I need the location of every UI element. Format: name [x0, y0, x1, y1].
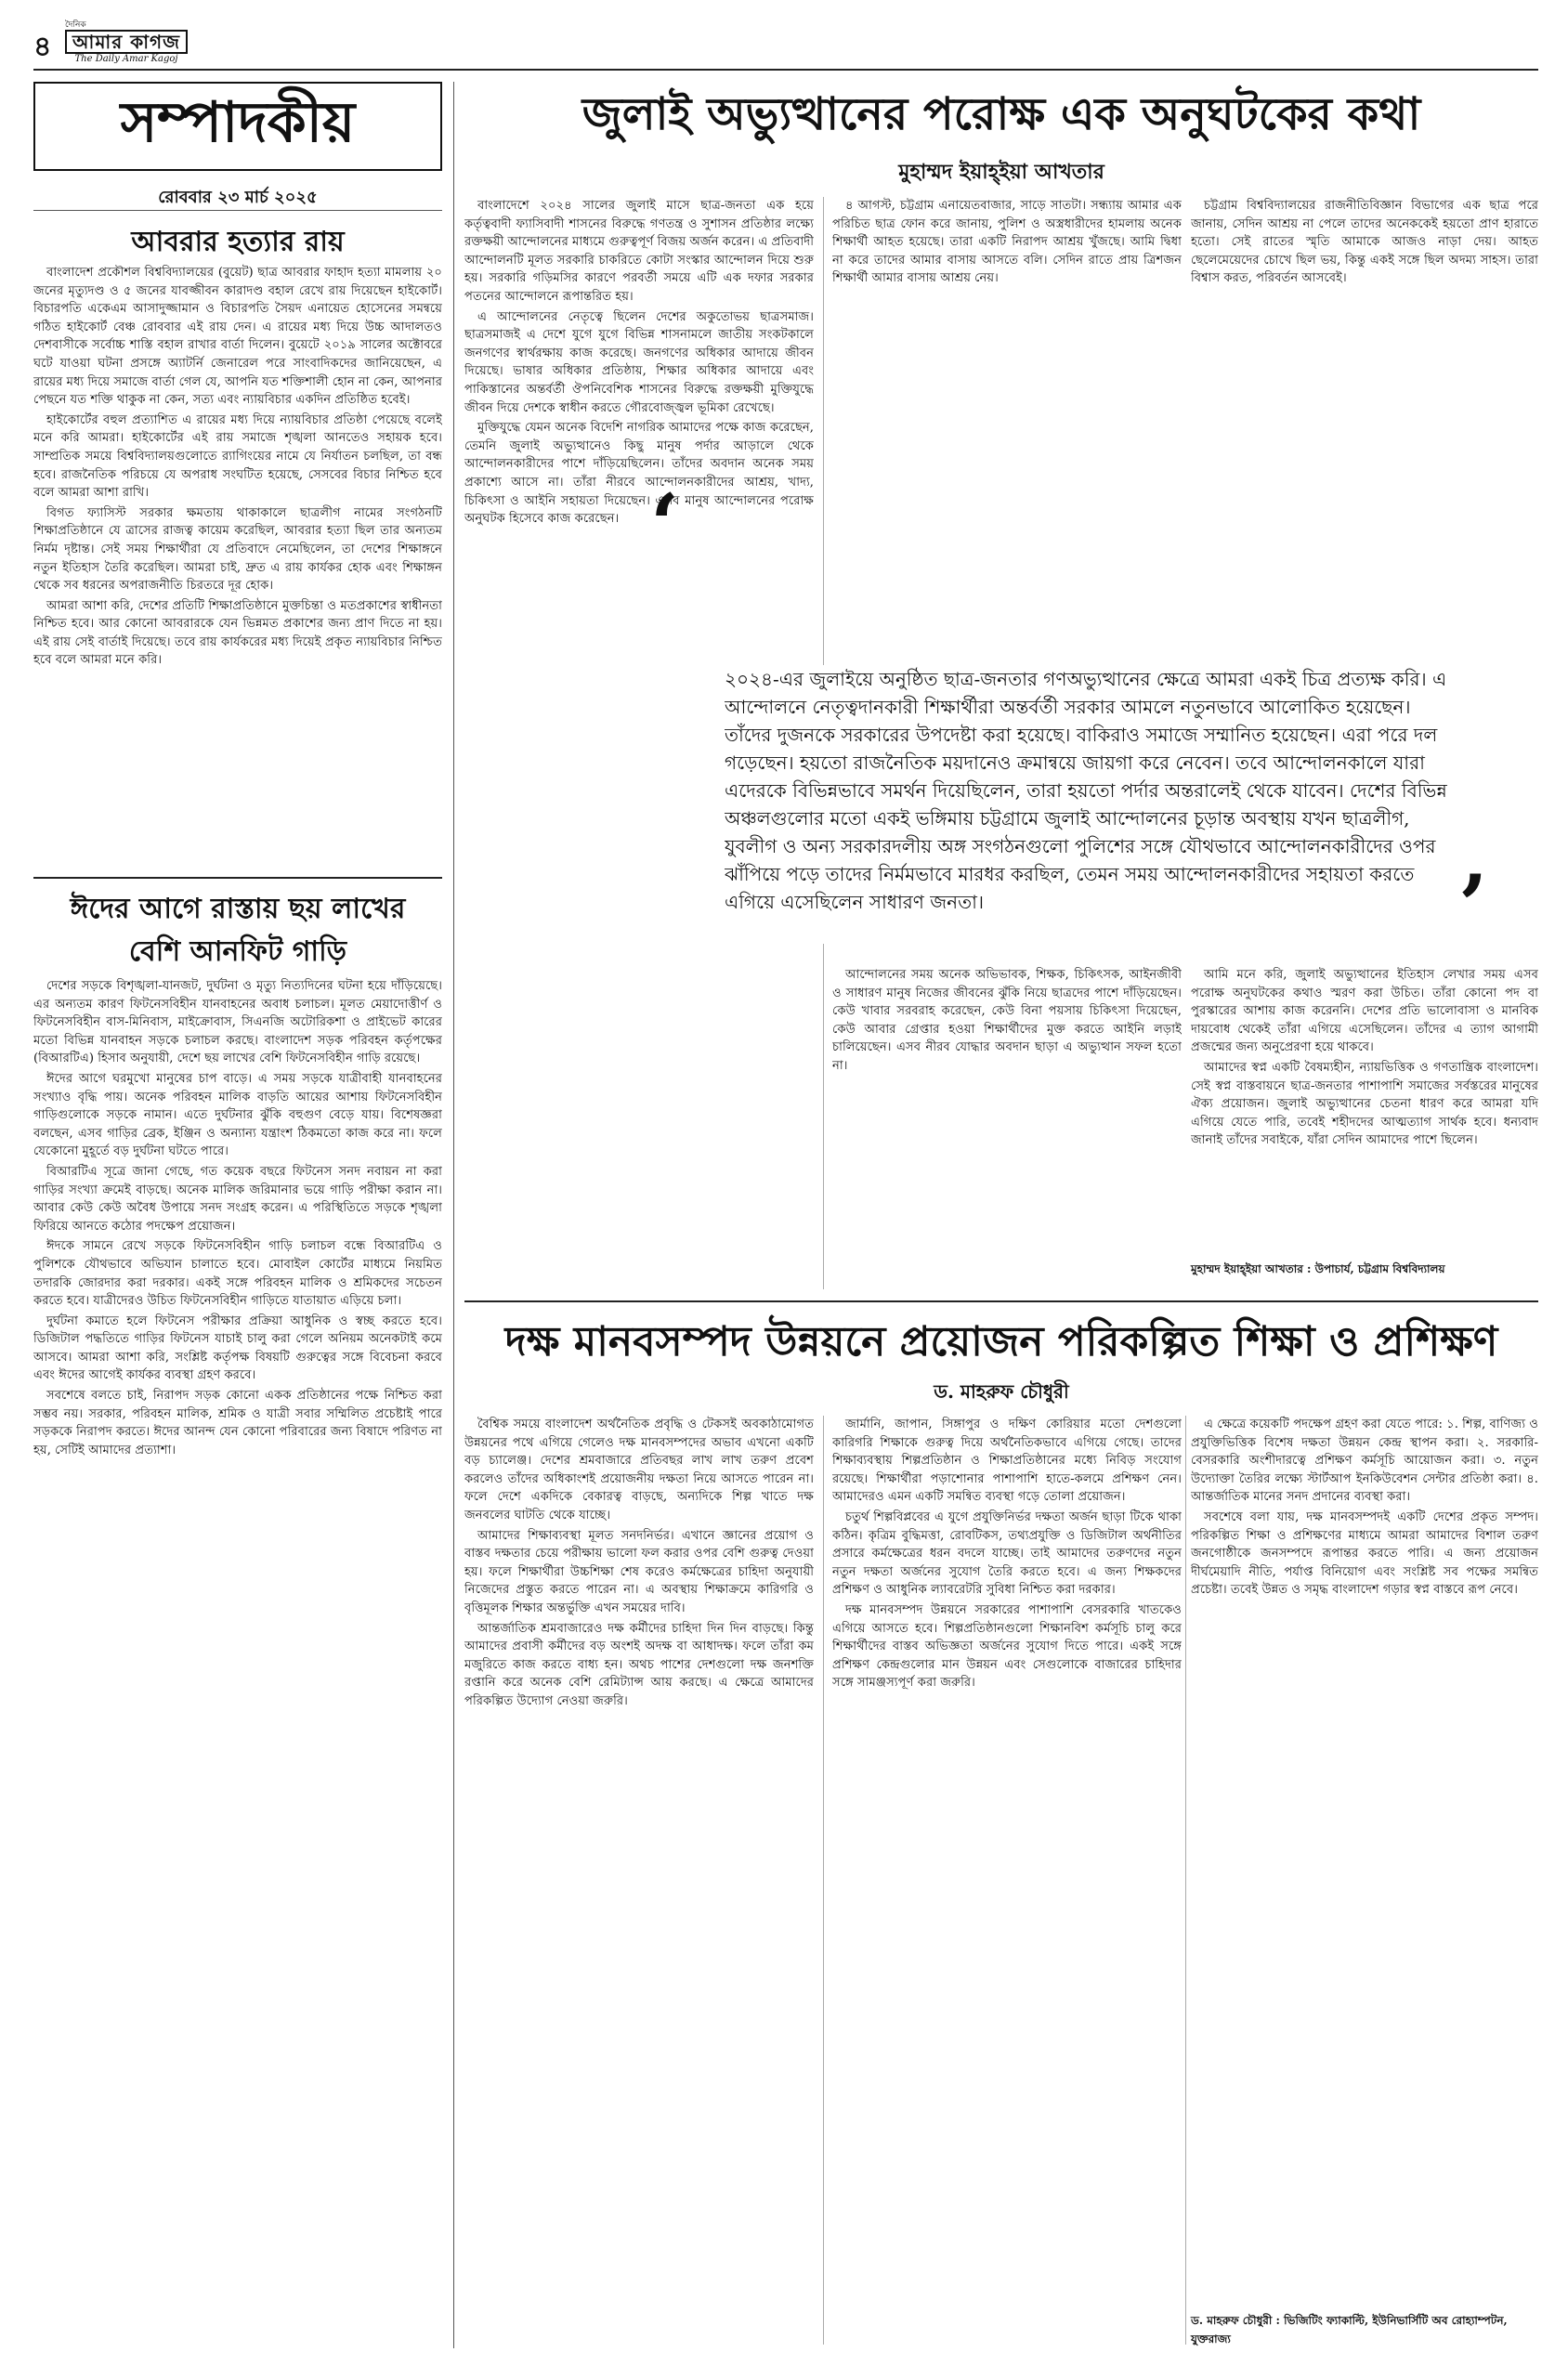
- masthead: [33, 20, 1538, 64]
- editorial1-paragraph: বিগত ফ্যাসিস্ট সরকার ক্ষমতায় থাকাকালে ছাত্রলীগ নামের সংগঠনটি শিক্ষাপ্রতিষ্ঠানে যে ত্রাসের রাজত্ব কায়েম করেছিল, আবরার হত্যা ছিল তার অন্যতম নির্মম দৃষ্টান্ত। সেই সময় শিক্ষার্থীরা যে প্রতিবাদে নেমেছিলেন, তা দেশের শিক্ষাঙ্গনে নতুন ইতিহাস তৈরি করেছিল। আমরা চাই, দ্রুত এ রায় কার্যকর হোক এবং শিক্ষাঙ্গন থেকে সব ধরনের অপরাজনীতি চিরতরে দূর হোক।: [33, 505, 442, 594]
- article2-paragraph: সবশেষে বলা যায়, দক্ষ মানবসম্পদই একটি দেশের প্রকৃত সম্পদ। পরিকল্পিত শিক্ষা ও প্রশিক্ষণের মাধ্যমে আমরা আমাদের বিশাল তরুণ জনগোষ্ঠীকে জনসম্পদে রূপান্তর করতে পারি। এ জন্য প্রয়োজন দীর্ঘমেয়াদি নীতি, পর্যাপ্ত বিনিয়োগ এবং সংশ্লিষ্ট সব পক্ষের সমন্বিত প্রচেষ্টা। তবেই উন্নত ও সমৃদ্ধ বাংলাদেশ গড়ার স্বপ্ন বাস্তবে রূপ নেবে।: [1191, 1509, 1538, 1598]
- section-title: সম্পাদকীয়: [120, 90, 356, 155]
- article2-col-divider-1: [823, 1416, 824, 2345]
- quote-close-icon: ’: [1458, 856, 1488, 955]
- editorial1-title: আবরার হত্যার রায়: [131, 226, 345, 258]
- editorial1-paragraph: আমরা আশা করি, দেশের প্রতিটি শিক্ষাপ্রতিষ্ঠানে মুক্তচিন্তা ও মতপ্রকাশের স্বাধীনতা নিশ্চিত হবে। আর কোনো আবরারকে যেন ভিন্নমত প্রকাশের জন্য প্রাণ দিতে না হয়। এই রায় সেই বার্তাই দিয়েছে। তবে রায় কার্যকরের মধ্য দিয়েই প্রকৃত ন্যায়বিচার নিশ্চিত হবে বলে আমরা মনে করি।: [33, 598, 442, 668]
- section-date: রোববার ২৩ মার্চ ২০২৫: [158, 188, 318, 207]
- article1-paragraph: আমাদের স্বপ্ন একটি বৈষম্যহীন, ন্যায়ভিত্তিক ও গণতান্ত্রিক বাংলাদেশ। সেই স্বপ্ন বাস্তবায়নে ছাত্র-জনতার পাশাপাশি সমাজের সর্বস্তরের মানুষের ঐক্য প্রয়োজন। জুলাই অভ্যুত্থানের চেতনা ধারণ করে আমরা যদি এগিয়ে যেতে পারি, তবেই শহীদদের আত্মত্যাগ সার্থক হবে। ধন্যবাদ জানাই তাঁদের সবাইকে, যাঁরা সেদিন আমাদের পাশে ছিলেন।: [1191, 1060, 1538, 1148]
- editorial2-paragraph: দেশের সড়কে বিশৃঙ্খলা-যানজট, দুর্ঘটনা ও মৃত্যু নিত্যদিনের ঘটনা হয়ে দাঁড়িয়েছে। এর অন্যতম কারণ ফিটনেসবিহীন যানবাহনের অবাধ চলাচল। মূলত মেয়াদোত্তীর্ণ ও ফিটনেসবিহীন বাস-মিনিবাস, মাইক্রোবাস, সিএনজি অটোরিকশা ও প্রাইভেট কারের মতো বিভিন্ন যানবাহন সড়কে চলাচল করছে। বাংলাদেশ সড়ক পরিবহন কর্তৃপক্ষের (বিআরটিএ) হিসাব অনুযায়ী, দেশে ছয় লাখের বেশি ফিটনেসবিহীন গাড়ি রয়েছে।: [33, 979, 442, 1066]
- page-number: ৪: [33, 31, 52, 63]
- article2-paragraph: আমাদের শিক্ষাব্যবস্থা মূলত সনদনির্ভর। এখানে জ্ঞানের প্রয়োগ ও বাস্তব দক্ষতার চেয়ে পরীক্ষায় ভালো ফল করার ওপর বেশি গুরুত্ব দেওয়া হয়। ফলে শিক্ষার্থীরা উচ্চশিক্ষা শেষ করেও কর্মক্ষেত্রের চাহিদা অনুযায়ী নিজেদের প্রস্তুত করতে পারেন না। এ অবস্থায় শিক্ষাক্রমে কারিগরি ও বৃত্তিমূলক শিক্ষার অন্তর্ভুক্তি এখন সময়ের দাবি।: [464, 1528, 814, 1615]
- article1-paragraph: চট্টগ্রাম বিশ্ববিদ্যালয়ের রাজনীতিবিজ্ঞান বিভাগের এক ছাত্র পরে জানায়, সেদিন আশ্রয় না পেলে তাদের অনেককেই হয়তো প্রাণ হারাতে হতো। সেই রাতের স্মৃতি আমাকে আজও নাড়া দেয়। আহত ছেলেমেয়েদের চোখে ছিল ভয়, কিন্তু একই সঙ্গে ছিল অদম্য সাহস। তারা বিশ্বাস করত, পরিবর্তন আসবেই।: [1191, 199, 1538, 286]
- article-divider: [464, 1300, 1538, 1302]
- article1-paragraph: আমি মনে করি, জুলাই অভ্যুত্থানের ইতিহাস লেখার সময় এসব পরোক্ষ অনুঘটকের কথাও স্মরণ করা উচিত। তাঁরা কোনো পদ বা পুরস্কারের আশায় কাজ করেননি। দেশের প্রতি ভালোবাসা ও মানবিক দায়বোধ থেকেই তাঁরা এগিয়ে এসেছিলেন। তাঁদের এ ত্যাগ আগামী প্রজন্মের জন্য অনুপ্রেরণা হয়ে থাকবে।: [1191, 968, 1538, 1055]
- editorial2-title-line1: ঈদের আগে রাস্তায় ছয় লাখের: [70, 893, 406, 925]
- article1-pull-quote: ২০২৪-এর জুলাইয়ে অনুষ্ঠিত ছাত্র-জনতার গণঅভ্যুত্থানের ক্ষেত্রে আমরা একই চিত্র প্রত্যক্ষ করি। এ আন্দোলনে নেতৃত্বদানকারী শিক্ষার্থীরা অন্তর্বর্তী সরকার আমলে নতুনভাবে আলোকিত হয়েছেন। তাঁদের দুজনকে সরকারের উপদেষ্টা করা হয়েছে। বাকিরাও সমাজে সম্মানিত হয়েছেন। এরা পরে দল গড়েছেন। হয়তো রাজনৈতিক ময়দানেও ক্রমান্বয়ে জায়গা করে নেবেন। তবে আন্দোলনকালে যারা এদেরকে বিভিন্নভাবে সমর্থন দিয়েছিলেন, তারা হয়তো পর্দার অন্তরালেই থেকে যাবেন। দেশের বিভিন্ন অঞ্চলগুলোর মতো একই ভঙ্গিমায় চট্টগ্রামে জুলাই আন্দোলনের চূড়ান্ত অবস্থায় যখন ছাত্রলীগ, যুবলীগ ও অন্য সরকারদলীয় অঙ্গ সংগঠনগুলো পুলিশের সঙ্গে যৌথভাবে আন্দোলনকারীদের ওপর ঝাঁপিয়ে পড়ে তাদের নির্মমভাবে মারধর করছিল, তেমন সময় আন্দোলনকারীদের সহায়তা করতে এগিয়ে এসেছিলেন সাধারণ জনতা।: [725, 665, 1449, 944]
- article1-col3-top: [1191, 197, 1538, 661]
- article1-col3-bottom: [1191, 966, 1538, 1254]
- editorial2-paragraph: সবশেষে বলতে চাই, নিরাপদ সড়ক কোনো একক প্রতিষ্ঠানের পক্ষে নিশ্চিত করা সম্ভব নয়। সরকার, পরিবহন মালিক, শ্রমিক ও যাত্রী সবার সম্মিলিত প্রচেষ্টাই পারে সড়ককে নিরাপদ করতে। ঈদের আনন্দ যেন কোনো পরিবারের জন্য বিষাদে পরিণত না হয়, সেটিই আমাদের প্রত্যাশা।: [33, 1389, 442, 1457]
- article1-paragraph: এ আন্দোলনের নেতৃত্বে ছিলেন দেশের অকুতোভয় ছাত্রসমাজ। ছাত্রসমাজই এ দেশে যুগে যুগে বিভিন্ন শাসনামলে জাতীয় সংকটকালে জনগণের স্বার্থরক্ষায় কাজ করেছে। জনগণের অধিকার আদায়ে জীবন দিয়েছে। ভাষার অধিকার প্রতিষ্ঠায়, শিক্ষার অধিকার আদায়ে এবং পাকিস্তানের অন্তর্বর্তী ঔপনিবেশিক শাসনের বিরুদ্ধে রক্তক্ষয়ী মুক্তিযুদ্ধে জীবন দিয়ে দেশকে স্বাধীন করতে গৌরবোজ্জ্বল ভূমিকা রেখেছে।: [464, 309, 814, 415]
- editorial1-body: [33, 264, 442, 868]
- article1-author: মুহাম্মদ ইয়াহ্‌ইয়া আখতার: [898, 160, 1104, 184]
- article1-signature: মুহাম্মদ ইয়াহ্‌ইয়া আখতার : উপাচার্য, চট্টগ্রাম বিশ্ববিদ্যালয়: [1191, 1262, 1445, 1275]
- article1-col2-top: [832, 197, 1182, 661]
- editorial1-paragraph: বাংলাদেশ প্রকৌশল বিশ্ববিদ্যালয়ের (বুয়েট) ছাত্র আবরার ফাহাদ হত্যা মামলায় ২০ জনের মৃত্যুদণ্ড ও ৫ জনের যাবজ্জীবন কারাদণ্ড বহাল রেখে রায় দিয়েছেন হাইকোর্ট। বিচারপতি একেএম আসাদুজ্জামান ও বিচারপতি সৈয়দ এনায়েত হোসেনের সমন্বয়ে গঠিত হাইকোর্ট বেঞ্চ রোববার এই রায় দেন। এ রায়ের মধ্য দিয়ে উচ্চ আদালতও দেশবাসীকে সর্বোচ্চ শাস্তি বহাল রাখার বার্তা দিলেন। বুয়েটে ২০১৯ সালের অক্টোবরে ঘটে যাওয়া ঘটনা প্রসঙ্গে অ্যাটর্নি জেনারেল পরে সাংবাদিকদের জানিয়েছেন, এ রায়ের মধ্য দিয়ে সমাজে বার্তা গেল যে, আপনি যত শক্তিশালী হোন না কেন, আপনার পেছনে যত শক্তি থাকুক না কেন, সত্য এবং ন্যায়বিচার একদিন প্রতিষ্ঠিত হবেই।: [33, 266, 442, 408]
- article2-paragraph: দক্ষ মানবসম্পদ উন্নয়নে সরকারের পাশাপাশি বেসরকারি খাতকেও এগিয়ে আসতে হবে। শিল্পপ্রতিষ্ঠানগুলো শিক্ষানবিশ কর্মসূচি চালু করে শিক্ষার্থীদের বাস্তব অভিজ্ঞতা অর্জনের সুযোগ দিতে পারে। একই সঙ্গে প্রশিক্ষণ কেন্দ্রগুলোর মান উন্নয়ন এবং সেগুলোকে বাজারের চাহিদার সঙ্গে সামঞ্জস্যপূর্ণ করা জরুরি।: [832, 1602, 1182, 1691]
- article1-paragraph: ৪ আগস্ট, চট্টগ্রাম এনায়েতবাজার, সাড়ে সাতটা। সন্ধ্যায় আমার এক পরিচিত ছাত্র ফোন করে জানায়, পুলিশ ও অস্ত্রধারীদের হামলায় অনেক শিক্ষার্থী আহত হয়েছে। তারা একটি নিরাপদ আশ্রয় খুঁজছে। আমি দ্বিধা না করে তাদের আমার বাসায় আসতে বলি। সেদিন রাতে প্রায় ত্রিশজন শিক্ষার্থী আমার বাসায় আশ্রয় নেয়।: [832, 199, 1182, 286]
- article2-col3: [1191, 1416, 1538, 2307]
- editorial2-paragraph: ঈদের আগে ঘরমুখো মানুষের চাপ বাড়ে। এ সময় সড়কে যাত্রীবাহী যানবাহনের সংখ্যাও বৃদ্ধি পায়। অনেক পরিবহন মালিক বাড়তি আয়ের আশায় ফিটনেসবিহীন গাড়িগুলোকে সড়কে নামান। এতে দুর্ঘটনার ঝুঁকি বহুগুণ বেড়ে যায়। বিশেষজ্ঞরা বলছেন, এসব গাড়ির ব্রেক, ইঞ্জিন ও অন্যান্য যন্ত্রাংশ ঠিকমতো কাজ করে না। ফলে যেকোনো মুহূর্তে বড় দুর্ঘটনা ঘটতে পারে।: [33, 1071, 442, 1159]
- article2-col1: [464, 1416, 814, 2345]
- article1-paragraph: মুক্তিযুদ্ধে যেমন অনেক বিদেশি নাগরিক আমাদের পক্ষে কাজ করেছেন, তেমনি জুলাই অভ্যুত্থানেও কিছু মানুষ পর্দার আড়ালে থেকে আন্দোলনকারীদের পাশে দাঁড়িয়েছিলেন। তাঁদের অবদান অনেক সময় প্রকাশ্যে আসে না। তাঁরা নীরবে আন্দোলনকারীদের আশ্রয়, খাদ্য, চিকিৎসা ও আইনি সহায়তা দিয়েছেন। এসব মানুষ আন্দোলনের পরোক্ষ অনুঘটক হিসেবে কাজ করেছেন।: [464, 421, 814, 527]
- article2-col-divider-2: [1185, 1416, 1186, 2345]
- article1-paragraph: বাংলাদেশে ২০২৪ সালের জুলাই মাসে ছাত্র-জনতা এক হয়ে কর্তৃত্ববাদী ফ্যাসিবাদী শাসনের বিরুদ্ধে গণতন্ত্র ও সুশাসন প্রতিষ্ঠার লক্ষ্যে রক্তক্ষয়ী আন্দোলনের মাধ্যমে গুরুত্বপূর্ণ বিজয় অর্জন করেন। এ প্রতিবাদী আন্দোলনটি মূলত সরকারি চাকরিতে কোটা সংস্কার আন্দোলন দিয়ে শুরু হয়। সরকারি গড়িমসির কারণে পরবর্তী সময়ে এটি এক দফার সরকার পতনের আন্দোলনে রূপান্তরিত হয়।: [464, 199, 814, 304]
- quote-open-icon: ‘: [650, 476, 680, 574]
- editorial2-paragraph: দুর্ঘটনা কমাতে হলে ফিটনেস পরীক্ষার প্রক্রিয়া আধুনিক ও স্বচ্ছ করতে হবে। ডিজিটাল পদ্ধতিতে গাড়ির ফিটনেস যাচাই চালু করা গেলে অনিয়ম অনেকটাই কমে আসবে। আমরা আশা করি, সংশ্লিষ্ট কর্তৃপক্ষ বিষয়টি গুরুত্বের সঙ্গে বিবেচনা করবে এবং ঈদের আগেই কার্যকর ব্যবস্থা গ্রহণ করবে।: [33, 1313, 442, 1383]
- editorial2-paragraph: ঈদকে সামনে রেখে সড়কে ফিটনেসবিহীন গাড়ি চলাচল বন্ধে বিআরটিএ ও পুলিশকে যৌথভাবে অভিযান চালাতে হবে। মোবাইল কোর্টের মাধ্যমে নিয়মিত তদারকি জোরদার করা দরকার। একই সঙ্গে পরিবহন মালিক ও শ্রমিকদের সচেতন করতে হবে। যাত্রীদেরও উচিত ফিটনেসবিহীন গাড়িতে যাতায়াত এড়িয়ে চলা।: [33, 1239, 442, 1309]
- article2-paragraph: আন্তর্জাতিক শ্রমবাজারেও দক্ষ কর্মীদের চাহিদা দিন দিন বাড়ছে। কিন্তু আমাদের প্রবাসী কর্মীদের বড় অংশই অদক্ষ বা আধাদক্ষ। ফলে তাঁরা কম মজুরিতে কাজ করতে বাধ্য হন। অথচ পাশের দেশগুলো দক্ষ জনশক্তি রপ্তানি করে অনেক বেশি রেমিট্যান্স আয় করছে। এ ক্ষেত্রে আমাদের পরিকল্পিত উদ্যোগ নেওয়া জরুরি।: [464, 1621, 814, 1708]
- article2-paragraph: বৈশ্বিক সময়ে বাংলাদেশ অর্থনৈতিক প্রবৃদ্ধি ও টেকসই অবকাঠামোগত উন্নয়নের পথে এগিয়ে গেলেও দক্ষ মানবসম্পদের অভাব এখনো একটি বড় চ্যালেঞ্জ। দেশের শ্রমবাজারে প্রতিবছর লাখ লাখ তরুণ প্রবেশ করলেও তাঁদের অধিকাংশই প্রয়োজনীয় দক্ষতা নিয়ে আসতে পারেন না। ফলে দেশে একদিকে বেকারত্ব বাড়ছে, অন্যদিকে শিল্প খাতে দক্ষ জনবলের ঘাটতি থেকে যাচ্ছে।: [464, 1418, 814, 1522]
- editorial-divider: [33, 877, 442, 879]
- editorial2-body: [33, 977, 442, 2345]
- logo-subtitle: The Daily Amar Kagoj: [74, 54, 178, 64]
- article2-paragraph: জার্মানি, জাপান, সিঙ্গাপুর ও দক্ষিণ কোরিয়ার মতো দেশগুলো কারিগরি শিক্ষাকে গুরুত্ব দিয়ে অর্থনৈতিকভাবে এগিয়ে গেছে। তাদের শিক্ষাব্যবস্থায় শিল্পপ্রতিষ্ঠান ও শিক্ষাপ্রতিষ্ঠানের মধ্যে নিবিড় সংযোগ রয়েছে। শিক্ষার্থীরা পড়াশোনার পাশাপাশি হাতে-কলমে প্রশিক্ষণ নেন। আমাদেরও এমন একটি সমন্বিত ব্যবস্থা গড়ে তোলা প্রয়োজন।: [832, 1418, 1182, 1505]
- article2-author: ড. মাহরুফ চৌধুরী: [934, 1380, 1069, 1403]
- editorial2-title-line2: বেশি আনফিট গাড়ি: [128, 935, 347, 968]
- article2-title: দক্ষ মানবসম্পদ উন্নয়নে প্রয়োজন পরিকল্পিত শিক্ষা ও প্রশিক্ষণ: [504, 1318, 1498, 1365]
- section-title-box: [33, 82, 442, 171]
- logo: [65, 20, 188, 64]
- masthead-rule: [33, 69, 1538, 71]
- article1-title: জুলাই অভ্যুত্থানের পরোক্ষ এক অনুঘটকের কথা: [581, 88, 1421, 140]
- article1-paragraph: আন্দোলনের সময় অনেক অভিভাবক, শিক্ষক, চিকিৎসক, আইনজীবী ও সাধারণ মানুষ নিজের জীবনের ঝুঁকি নিয়ে ছাত্রদের পাশে দাঁড়িয়েছেন। কেউ খাবার সরবরাহ করেছেন, কেউ বিনা পয়সায় চিকিৎসা দিয়েছেন, কেউ আবার গ্রেপ্তার হওয়া শিক্ষার্থীদের মুক্ত করতে আইনি লড়াই চালিয়েছেন। এসব নীরব যোদ্ধার অবদান ছাড়া এ অভ্যুত্থান সফল হতো না।: [832, 968, 1182, 1073]
- editorial2-paragraph: বিআরটিএ সূত্রে জানা গেছে, গত কয়েক বছরে ফিটনেস সনদ নবায়ন না করা গাড়ির সংখ্যা ক্রমেই বাড়ছে। অনেক মালিক জরিমানার ভয়ে গাড়ি পরীক্ষা করান না। আবার কেউ কেউ অবৈধ উপায়ে সনদ সংগ্রহ করেন। এ পরিস্থিতিতে সড়কে শৃঙ্খলা ফিরিয়ে আনতে কঠোর পদক্ষেপ প্রয়োজন।: [33, 1164, 442, 1234]
- article1-col2-bottom: [832, 966, 1182, 1289]
- logo-name: আমার কাগজ: [65, 30, 188, 54]
- article2-paragraph: এ ক্ষেত্রে কয়েকটি পদক্ষেপ গ্রহণ করা যেতে পারে: ১. শিল্প, বাণিজ্য ও প্রযুক্তিভিত্তিক বিশেষ দক্ষতা উন্নয়ন কেন্দ্র স্থাপন করা। ২. সরকারি-বেসরকারি অংশীদারত্বে প্রশিক্ষণ কর্মসূচি আয়োজন করা। ৩. নতুন উদ্যোক্তা তৈরির লক্ষ্যে স্টার্টআপ ইনকিউবেশন সেন্টার প্রতিষ্ঠা করা। ৪. আন্তর্জাতিক মানের সনদ প্রদানের ব্যবস্থা করা।: [1191, 1418, 1538, 1505]
- column-divider: [453, 82, 454, 2348]
- editorial1-paragraph: হাইকোর্টের বহুল প্রত্যাশিত এ রায়ের মধ্য দিয়ে ন্যায়বিচার প্রতিষ্ঠা পেয়েছে বলেই মনে করি আমরা। হাইকোর্টের এই রায় সমাজে শৃঙ্খলা আনতেও সহায়ক হবে। সাম্প্রতিক সময়ে বিশ্ববিদ্যালয়গুলোতে র‍্যাগিংয়ের নামে যে নির্যাতন চলছিল, তা বন্ধ হবে। রাজনৈতিক পরিচয়ে যে অপরাধ সংঘটিত হয়েছে, সেসবের বিচার নিশ্চিত হবে বলে আমরা আশা রাখি।: [33, 412, 442, 501]
- article2-col2: [832, 1416, 1182, 2345]
- date-rule: [33, 210, 442, 211]
- logo-top: দৈনিক: [65, 20, 86, 30]
- article2-signature: ড. মাহরুফ চৌধুরী : ভিজিটিং ফ্যাকাল্টি, ইউনিভার্সিটি অব রোহ্যাম্পটন, যুক্তরাজ্য: [1191, 2314, 1508, 2345]
- article2-paragraph: চতুর্থ শিল্পবিপ্লবের এ যুগে প্রযুক্তিনির্ভর দক্ষতা অর্জন ছাড়া টিকে থাকা কঠিন। কৃত্রিম বুদ্ধিমত্তা, রোবটিকস, তথ্যপ্রযুক্তি ও ডিজিটাল অর্থনীতির প্রসারে কর্মক্ষেত্রের ধরন বদলে যাচ্ছে। তাই আমাদের তরুণদের নতুন নতুন দক্ষতা অর্জনের সুযোগ তৈরি করতে হবে। এ জন্য শিক্ষকদের প্রশিক্ষণ ও আধুনিক ল্যাবরেটরি সুবিধা নিশ্চিত করা দরকার।: [832, 1509, 1182, 1598]
